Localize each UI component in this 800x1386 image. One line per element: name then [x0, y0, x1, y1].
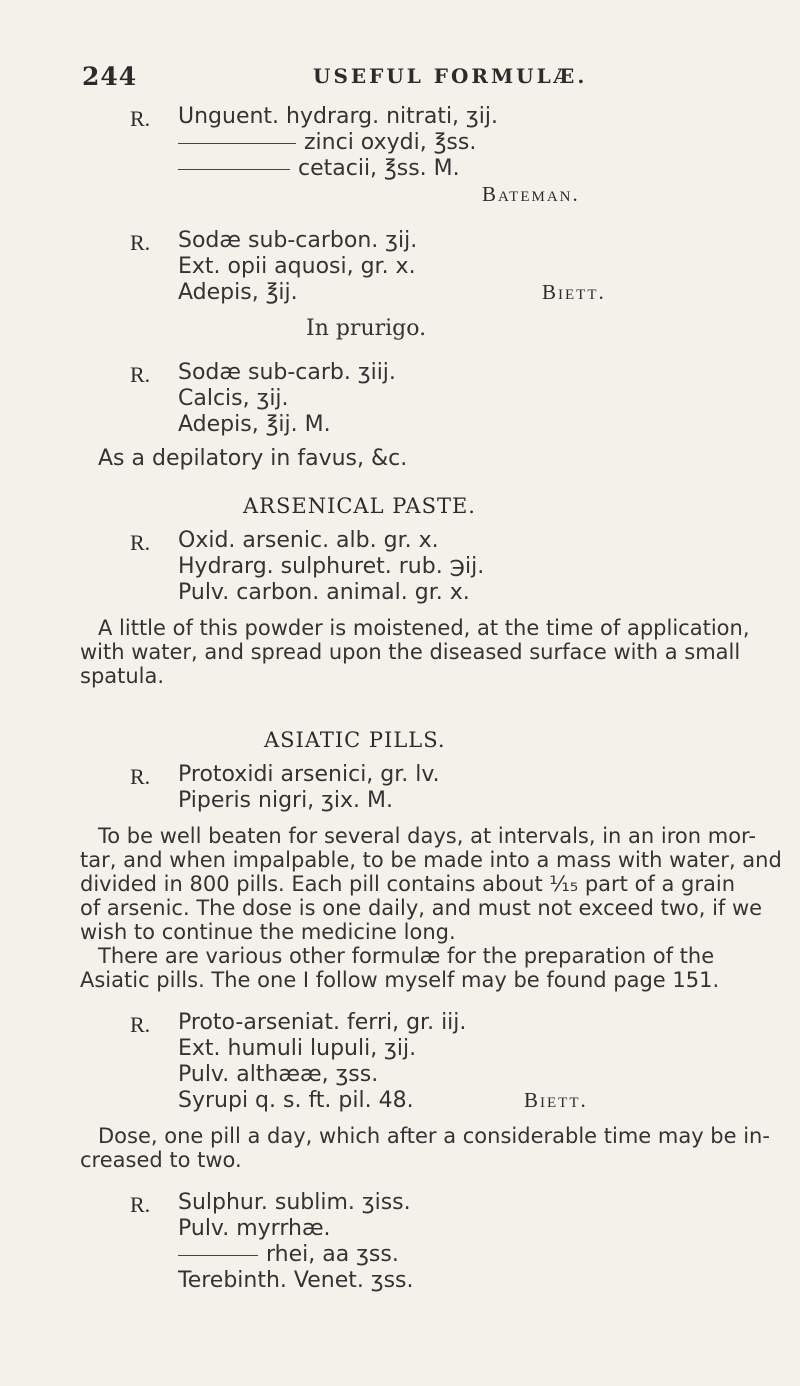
- instruction-paragraph: There are various other formulæ for the preparation of the Asiatic pills. The one I follow myself may be found page 151.: [80, 944, 720, 992]
- rx-symbol: R.: [130, 764, 151, 789]
- formula-line: Ext. humuli lupuli, ʒij.: [178, 1036, 417, 1061]
- section-title: ARSENICAL PASTE.: [243, 494, 476, 518]
- rx-symbol: R.: [130, 1192, 151, 1217]
- page-number: 244: [82, 62, 138, 91]
- formula-line: Syrupi q. s. ft. pil. 48.: [178, 1088, 414, 1113]
- formula-line: Piperis nigri, ʒix. M.: [178, 788, 393, 813]
- ditto-dash: [178, 143, 296, 144]
- formula-line: Pulv. carbon. animal. gr. x.: [178, 580, 470, 605]
- ditto-dash: [178, 169, 290, 170]
- instruction-paragraph: To be well beaten for several days, at intervals, in an iron mor- tar, and when impalpable, to be made into a mass with water, and divided in 800 pills. Each pill contains about ¹⁄₁₅ part of a grain of arsenic. The dose is one daily, and must not exceed two, if we wish to continue the medicine long.: [80, 824, 782, 944]
- formula-line: Proto-arseniat. ferri, gr. iij.: [178, 1010, 467, 1035]
- usage-note: As a depilatory in favus, &c.: [98, 446, 408, 471]
- formula-line: Pulv. althææ, ʒss.: [178, 1062, 379, 1087]
- instruction-paragraph: A little of this powder is moistened, at the time of application, with water, and spread upon the diseased surface with a small spatula.: [80, 616, 750, 688]
- formula-line: Adepis, ℥ij. M.: [178, 412, 331, 437]
- formula-line: Sodæ sub-carb. ʒiij.: [178, 360, 396, 385]
- rx-symbol: R.: [130, 106, 151, 131]
- formula-line: Unguent. hydrarg. nitrati, ʒij.: [178, 104, 498, 129]
- formula-line: Calcis, ʒij.: [178, 386, 289, 411]
- rx-symbol: R.: [130, 530, 151, 555]
- formula-line: Pulv. myrrhæ.: [178, 1216, 331, 1241]
- author-attribution: Biett.: [542, 280, 606, 304]
- formula-line: Oxid. arsenic. alb. gr. x.: [178, 528, 439, 553]
- usage-note: In prurigo.: [306, 316, 427, 341]
- formula-line: Protoxidi arsenici, gr. lv.: [178, 762, 440, 787]
- formula-line: Terebinth. Venet. ʒss.: [178, 1268, 414, 1293]
- formula-line: Sulphur. sublim. ʒiss.: [178, 1190, 411, 1215]
- section-title: ASIATIC PILLS.: [264, 728, 446, 752]
- author-attribution: Bateman.: [482, 182, 580, 206]
- formula-line: Ext. opii aquosi, gr. x.: [178, 254, 416, 279]
- rx-symbol: R.: [130, 230, 151, 255]
- formula-line: cetacii, ℥ss. M.: [178, 156, 460, 181]
- ditto-dash: [178, 1255, 258, 1256]
- author-attribution: Biett.: [524, 1088, 588, 1112]
- instruction-paragraph: Dose, one pill a day, which after a considerable time may be in- creased to two.: [80, 1124, 770, 1172]
- formula-line: zinci oxydi, ℥ss.: [178, 130, 476, 155]
- rx-symbol: R.: [130, 362, 151, 387]
- rx-symbol: R.: [130, 1012, 151, 1037]
- formula-line: Sodæ sub-carbon. ʒij.: [178, 228, 418, 253]
- running-title: USEFUL FORMULÆ.: [313, 64, 588, 88]
- formula-line: rhei, aa ʒss.: [178, 1242, 399, 1267]
- formula-line: Hydrarg. sulphuret. rub. ℈ij.: [178, 554, 485, 579]
- formula-line: Adepis, ℥ij.: [178, 280, 298, 305]
